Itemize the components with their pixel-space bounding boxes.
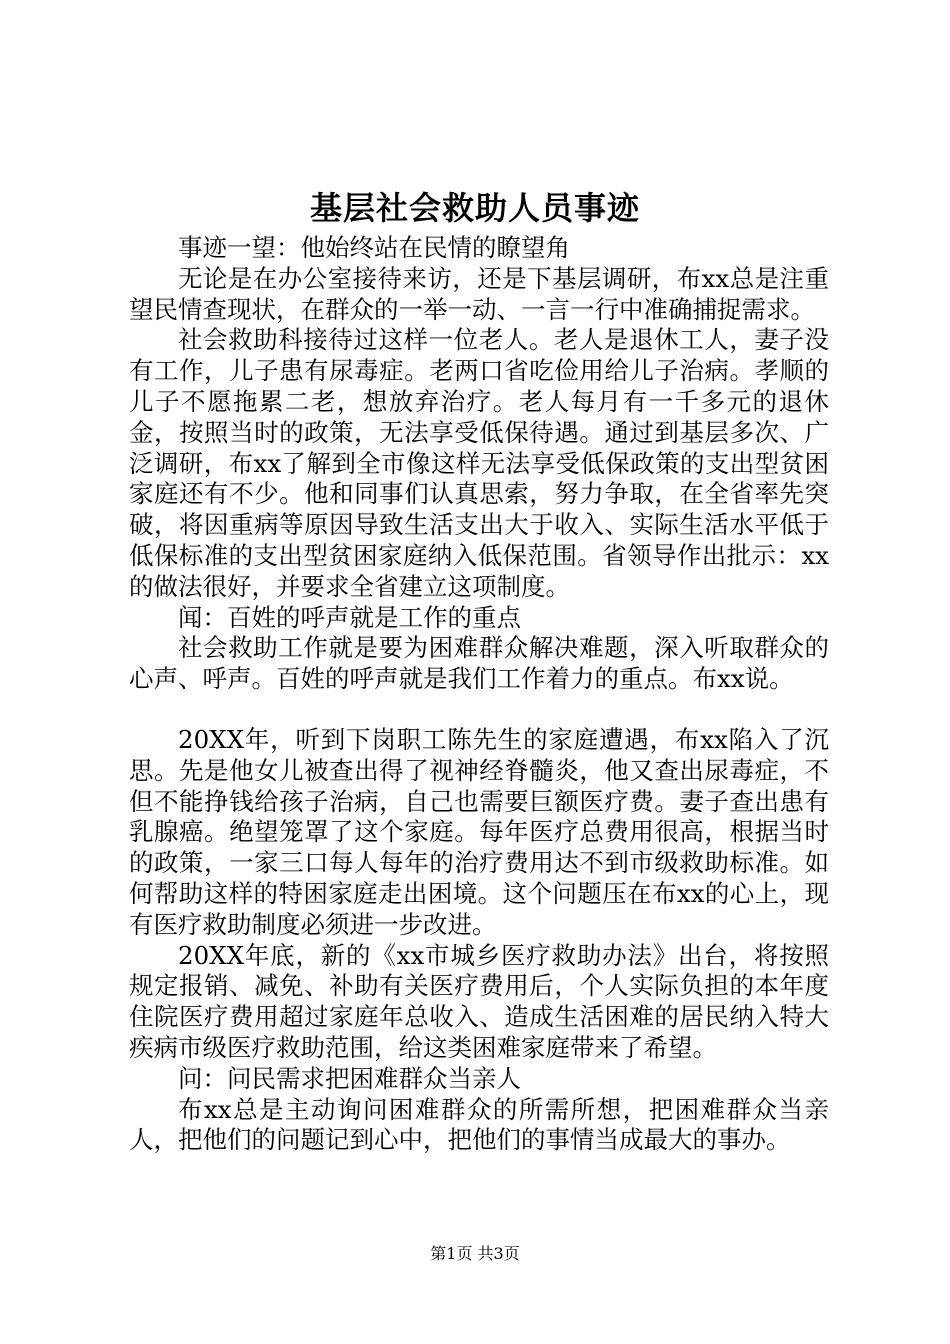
document-title: 基层社会救助人员事迹 [309,189,640,227]
body-paragraph: 社会救助科接待过这样一位老人。老人是退休工人，妻子没有工作，儿子患有尿毒症。老两口省吃俭用给儿子治病。孝顺的儿子不愿拖累二老，想放弃治疗。老人每月有一千多元的退休金，按照当时的政策，无法享受低保待遇。通过到基层多次、广泛调研，布xx了解到全市像这样无法享受低保政策的支出型贫困家庭还有不少。他和同事们认真思索，努力争取，在全省率先突破，将因重病等原因导致生活支出大于收入、实际生活水平低于低保标准的支出型贫困家庭纳入低保范围。省领导作出批示：xx的做法很好，并要求全省建立这项制度。 [129,325,829,601]
page-number-footer: 第1页 共3页 [430,1244,520,1263]
section-heading: 事迹一望：他始终站在民情的瞭望角 [178,233,570,262]
section-heading: 问：问民需求把困难群众当亲人 [178,1063,521,1093]
body-paragraph: 20XX年底，新的《xx市城乡医疗救助办法》出台，将按照规定报销、减免、补助有关医疗费用后，个人实际负担的本年度住院医疗费用超过家庭年总收入、造成生活困难的居民纳入特大疾病市级医疗救助范围，给这类困难家庭带来了希望。 [129,940,829,1062]
document-body [129,233,829,1156]
body-paragraph: 布xx总是主动询问困难群众的所需所想，把困难群众当亲人，把他们的问题记到心中，把他们的事情当成最大的事办。 [129,1094,829,1155]
body-paragraph: 社会救助工作就是要为困难群众解决难题，深入听取群众的心声、呼声。百姓的呼声就是我们工作着力的重点。布xx说。 [129,633,829,694]
body-paragraph: 无论是在办公室接待来访，还是下基层调研，布xx总是注重望民情查现状，在群众的一举一动、一言一行中准确捕捉需求。 [129,263,829,324]
section-heading: 闻：百姓的呼声就是工作的重点 [178,602,521,632]
body-paragraph: 20XX年，听到下岗职工陈先生的家庭遭遇，布xx陷入了沉思。先是他女儿被查出得了视神经脊髓炎，他又查出尿毒症，不但不能挣钱给孩子治病，自己也需要巨额医疗费。妻子查出患有乳腺癌。绝望笼罩了这个家庭。每年医疗总费用很高，根据当时的政策，一家三口每人每年的治疗费用达不到市级救助标准。如何帮助这样的特困家庭走出困境。这个问题压在布xx的心上，现有医疗救助制度必须进一步改进。 [129,724,829,939]
